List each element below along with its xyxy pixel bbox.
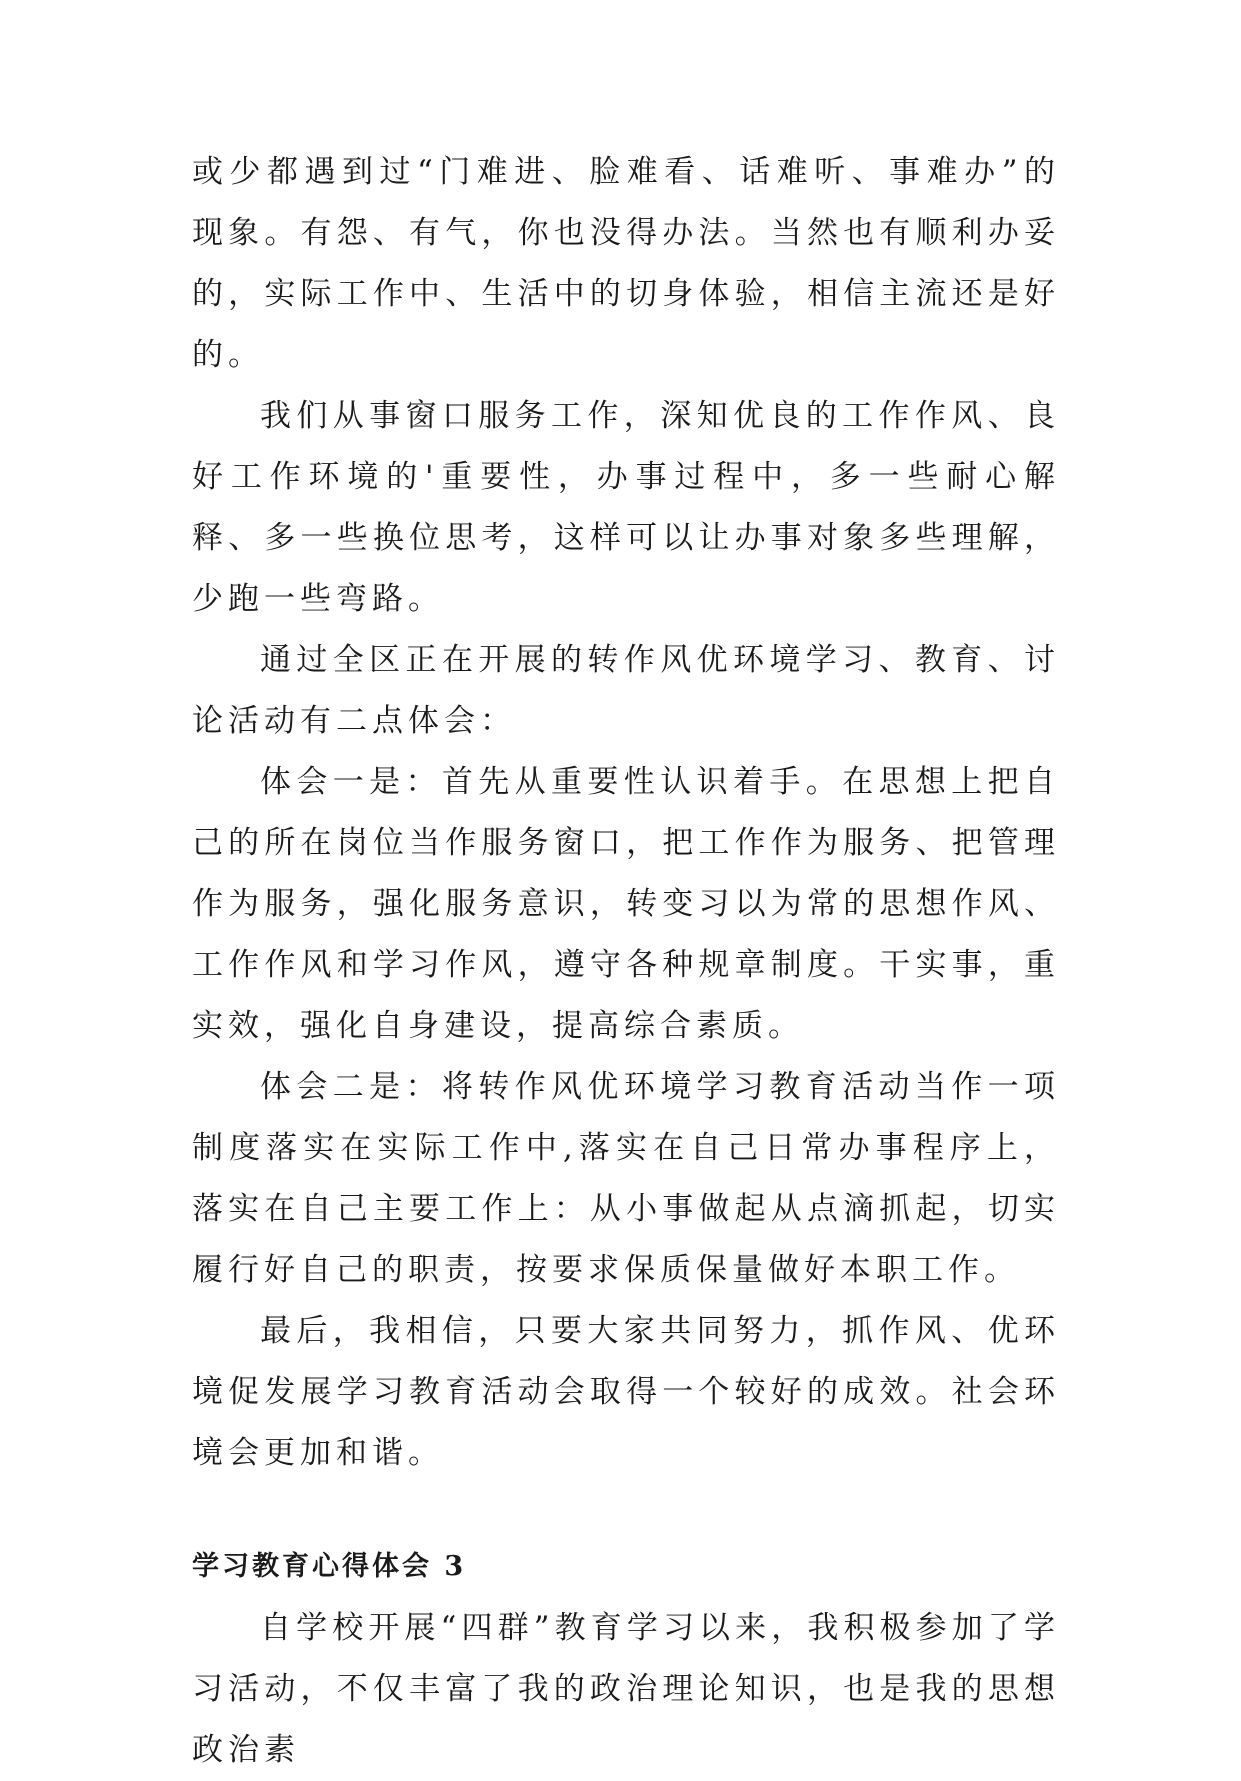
document-body <box>192 142 1060 1781</box>
paragraph-insight-two: 体会二是：将转作风优环境学习教育活动当作一项制度落实在实际工作中,落实在自己日常办事程序上，落实在自己主要工作上：从小事做起从点滴抓起，切实履行好自己的职责，按要求保质保量做好本职工作。 <box>192 1069 1060 1288</box>
paragraph-insight-one: 体会一是：首先从重要性认识着手。在思想上把自己的所在岗位当作服务窗口，把工作作为服务、把管理作为服务，强化服务意识，转变习以为常的思想作风、工作作风和学习作风，遵守各种规章制度。干实事，重实效，强化自身建设，提高综合素质。 <box>192 764 1060 1044</box>
section-heading: 学习教育心得体会 3 <box>192 1551 467 1582</box>
paragraph-continuation: 或少都遇到过“门难进、脸难看、话难听、事难办”的现象。有怨、有气，你也没得办法。当然也有顺利办妥的，实际工作中、生活中的切身体验，相信主流还是好的。 <box>192 154 1060 373</box>
paragraph-window-service: 我们从事窗口服务工作，深知优良的工作作风、良好工作环境的'重要性，办事过程中，多一些耐心解释、多一些换位思考，这样可以让办事对象多些理解，少跑一些弯路。 <box>192 398 1060 617</box>
paragraph-section-3-intro: 自学校开展“四群”教育学习以来，我积极参加了学习活动，不仅丰富了我的政治理论知识，也是我的思想政治素 <box>192 1610 1060 1768</box>
paragraph-activity-intro: 通过全区正在开展的转作风优环境学习、教育、讨论活动有二点体会： <box>192 642 1060 739</box>
paragraph-conclusion: 最后，我相信，只要大家共同努力，抓作风、优环境促发展学习教育活动会取得一个较好的成效。社会环境会更加和谐。 <box>192 1313 1060 1471</box>
